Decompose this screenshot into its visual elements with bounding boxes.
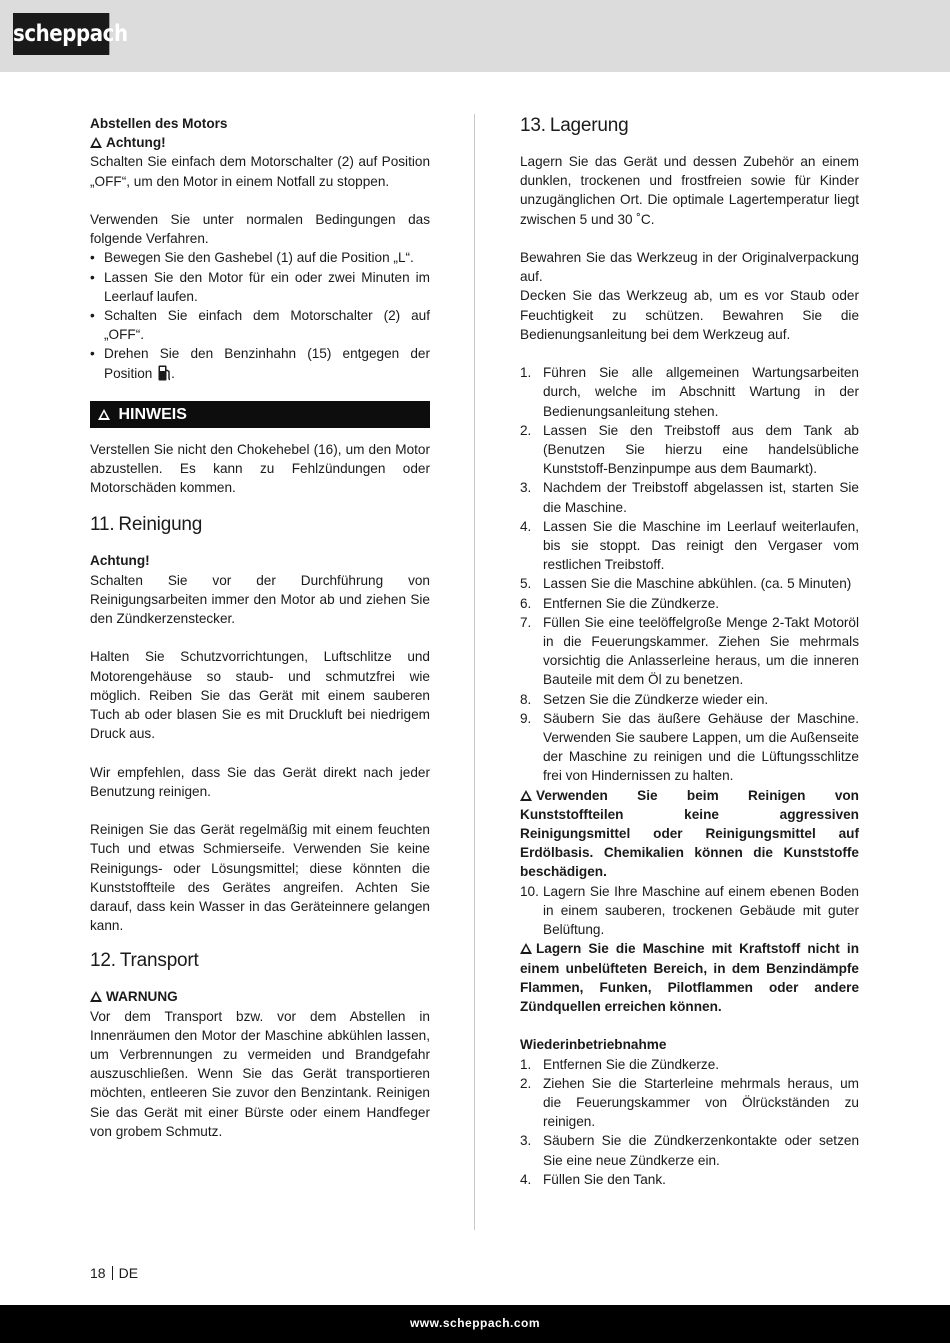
storage-p2: Bewahren Sie das Werkzeug in der Originalverpackung auf. <box>520 250 859 285</box>
footer-separator <box>112 1266 113 1280</box>
transport-p1: Vor dem Transport bzw. vor dem Abstellen in Innenräumen den Motor der Maschine abkühlen lassen, um Verbrennungen zu vermeiden und Brandgefahr auszuschließen. Wenn Sie das Gerät transportieren möchten, entleeren Sie zuvor den Benzintank. Reinigen Sie das Gerät mit einer Bürste oder einem Handfeger von grobem Schmutz. <box>90 1008 430 1139</box>
stop-engine-p1: Schalten Sie einfach dem Motorschalter (2) auf Position „OFF“, um den Motor in einem Notfall zu stoppen. <box>90 154 430 189</box>
list-item: 8. Setzen Sie die Zündkerze wieder ein. <box>520 691 769 707</box>
fuel-pump-icon <box>158 365 171 381</box>
storage-p3: Decken Sie das Werkzeug ab, um es vor Staub oder Feuchtigkeit zu schützen. Bewahren Sie die Bedienungsanleitung bei dem Werkzeug auf. <box>520 288 859 342</box>
warning-icon <box>520 943 532 954</box>
transport-warning: WARNUNG <box>90 987 430 1006</box>
column-divider <box>474 114 475 1230</box>
list-item: 5. Lassen Sie die Maschine abkühlen. (ca. 5 Minuten) <box>520 576 852 592</box>
header-band <box>0 0 950 72</box>
list-item: 6. Entfernen Sie die Zündkerze. <box>520 595 720 611</box>
list-item: 9. Säubern Sie das äußere Gehäuse der Maschine. Verwenden Sie saubere Lappen, um die Außenseite der Maschine zu reinigen und die Lüftungsschlitze frei von Hindernissen zu halten. <box>520 710 859 784</box>
warning-icon <box>90 137 102 148</box>
list-item: 4. Lassen Sie die Maschine im Leerlauf weiterlaufen, bis sie stoppt. Das reinigt den Vergaser vom restlichen Treibstoff. <box>520 518 859 573</box>
stop-engine-list <box>90 248 430 382</box>
footer-band <box>0 1305 950 1343</box>
list-item: • Drehen Sie den Benzinhahn (15) entgegen der Position . <box>90 344 430 382</box>
left-column <box>90 114 430 1141</box>
page-number: 18 DE <box>90 1265 139 1281</box>
warning-icon <box>90 991 102 1002</box>
storage-warning-plastics: Verwenden Sie beim Reinigen von Kunststoffteilen keine aggressiven Reinigungsmittel oder Reinigungsmittel auf Erdölbasis. Chemikalien können die Kunststoffe beschädigen. <box>520 787 859 880</box>
list-item: 1. Führen Sie alle allgemeinen Wartungsarbeiten durch, welche im Abschnitt Wartung in der Bedienungsanleitung stehen. <box>520 365 859 419</box>
stop-engine-heading: Abstellen des Motors <box>90 116 228 131</box>
section-heading-storage: 13. Lagerung <box>520 115 629 136</box>
cleaning-p3: Wir empfehlen, dass Sie das Gerät direkt nach jeder Benutzung reinigen. <box>90 764 430 799</box>
cleaning-p4: Reinigen Sie das Gerät regelmäßig mit einem feuchten Tuch und etwas Schmierseife. Verwenden Sie keine Reinigungs- oder Lösungsmittel; diese könnten die Kunststoffteile des Gerätes angreifen. Achten Sie darauf, dass kein Wasser in das Geräteinnere gelangen kann. <box>90 822 430 934</box>
website-link[interactable]: www.scheppach.com <box>409 1316 541 1330</box>
warning-icon <box>520 790 532 801</box>
warning-icon <box>98 409 110 420</box>
list-item: 4. Füllen Sie den Tank. <box>520 1171 666 1187</box>
cleaning-warning: Achtung! <box>90 553 150 569</box>
storage-steps <box>520 363 859 785</box>
storage-step-10 <box>520 882 859 940</box>
stop-engine-p2: Verwenden Sie unter normalen Bedingungen das folgende Verfahren. <box>90 212 430 247</box>
list-item: • Lassen Sie den Motor für ein oder zwei Minuten im Leerlauf laufen. <box>90 268 430 306</box>
list-item: 1. Entfernen Sie die Zündkerze. <box>520 1056 720 1072</box>
list-item: 7. Füllen Sie eine teelöffelgroße Menge 2-Takt Motoröl in die Feuerungskammer. Ziehen Sie mehrmals vorsichtig die Anlasserleine heraus, um die inneren Bauteile mit dem Öl zu benetzen. <box>520 614 859 688</box>
cleaning-p2: Halten Sie Schutzvorrichtungen, Luftschlitze und Motorengehäuse so staub- und schmutzfrei wie möglich. Reiben Sie das Gerät mit einem sauberen Tuch ab oder blasen Sie es mit Druckluft bei niedrigem Druck aus. <box>90 649 430 742</box>
right-column <box>520 114 859 1189</box>
list-item: • Bewegen Sie den Gashebel (1) auf die Position „L“. <box>90 248 430 267</box>
recommission-steps <box>520 1055 859 1189</box>
section-heading-cleaning: 11. Reinigung <box>90 514 203 536</box>
list-item: • Schalten Sie einfach dem Motorschalter (2) auf „OFF“. <box>90 306 430 344</box>
hinweis-banner: HINWEIS <box>90 401 430 428</box>
section-heading-transport: 12. Transport <box>90 950 199 972</box>
list-item: 2. Ziehen Sie die Starterleine mehrmals heraus, um die Feuerungskammer von Ölrückständen zu reinigen. <box>520 1075 859 1130</box>
list-item: 2. Lassen Sie den Treibstoff aus dem Tank ab (Benutzen Sie hierzu eine handelsübliche Kunststoff-Benzinpumpe aus dem Baumarkt). <box>520 422 859 477</box>
list-item: 3. Säubern Sie die Zündkerzenkontakte oder setzen Sie eine neue Zündkerze ein. <box>520 1133 859 1168</box>
hinweis-text: Verstellen Sie nicht den Chokehebel (16), um den Motor abzustellen. Es kann zu Fehlzündungen oder Motorschäden kommen. <box>90 441 430 496</box>
list-item: 3. Nachdem der Treibstoff abgelassen ist, starten Sie die Maschine. <box>520 480 859 515</box>
brand-logo: scheppach <box>13 13 109 55</box>
cleaning-p1: Schalten Sie vor der Durchführung von Reinigungsarbeiten immer den Motor ab und ziehen Sie den Zündkerzenstecker. <box>90 572 430 627</box>
list-item: 10. Lagern Sie Ihre Maschine auf einem ebenen Boden in einem sauberen, trockenen Gebäude mit guter Belüftung. <box>520 883 859 938</box>
stop-engine-warning: Achtung! <box>90 133 430 152</box>
storage-p1: Lagern Sie das Gerät und dessen Zubehör an einem dunklen, trockenen und frostfreien sowie für Kinder unzugänglichen Ort. Die optimale Lagertemperatur liegt zwischen 5 und 30 ˚C. <box>520 154 859 227</box>
stop-engine-section <box>90 114 430 383</box>
recommission-heading: Wiederinbetriebnahme <box>520 1037 667 1053</box>
storage-warning-fuel: Lagern Sie die Maschine mit Kraftstoff nicht in einem unbelüfteten Bereich, in dem Benzindämpfe Flammen, Funken, Pilotflammen oder andere Zündquellen erreichen können. <box>520 941 859 1014</box>
